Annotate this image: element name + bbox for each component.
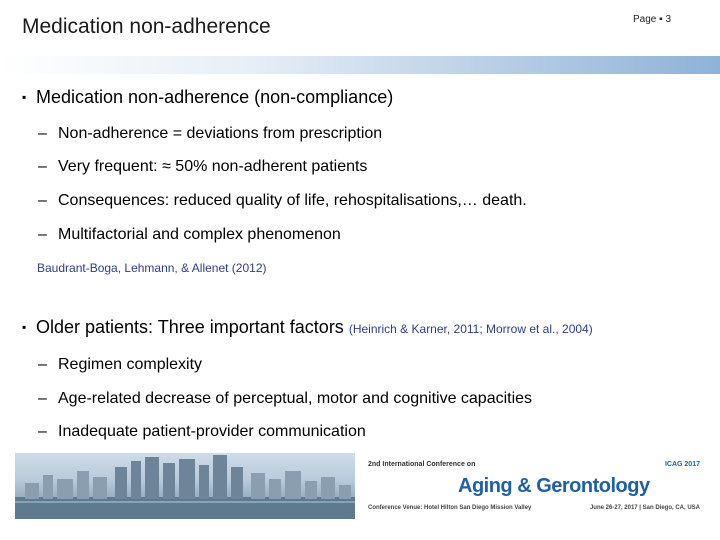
dash-icon: – <box>38 423 47 440</box>
sub-item-text: Multifactorial and complex phenomenon <box>58 226 341 243</box>
sub-item-text: Non-adherence = deviations from prescription <box>58 125 383 142</box>
sub-item <box>38 226 341 244</box>
sub-item-text: Regimen complexity <box>58 356 203 373</box>
sub-item-text: Inadequate patient-provider communication <box>58 423 366 440</box>
dash-icon: – <box>38 125 47 142</box>
dash-icon: – <box>38 226 47 243</box>
bullet-text: Older patients: Three important factors <box>36 317 344 337</box>
inline-citation: (Heinrich & Karner, 2011; Morrow et al., 2004) <box>348 322 593 336</box>
sub-item <box>38 192 527 210</box>
conference-venue: Conference Venue: Hotel Hilton San Diego Mission Valley <box>368 505 532 511</box>
sub-item-text: Age-related decrease of perceptual, motor and cognitive capacities <box>58 390 533 407</box>
dash-icon: – <box>38 390 47 407</box>
page-number: Page ▪ 3 <box>633 14 672 25</box>
bullet-section-1 <box>22 87 393 108</box>
sub-item <box>38 390 532 408</box>
sub-item <box>38 356 202 374</box>
city-skyline-icon <box>15 453 355 519</box>
sub-item-text: Very frequent: ≈ 50% non-adherent patients <box>58 158 368 175</box>
conference-dates: June 26-27, 2017 | San Diego, CA, USA <box>589 505 700 511</box>
sub-item <box>38 125 382 143</box>
conference-badge: ICAG 2017 <box>664 461 700 468</box>
dash-icon: – <box>38 356 47 373</box>
skyline-photo <box>15 453 355 519</box>
bullet-text: Medication non-adherence (non-compliance) <box>36 87 394 107</box>
conference-banner <box>360 453 710 519</box>
slide-title: Medication non-adherence <box>22 15 271 38</box>
title-gradient-bar <box>0 56 720 74</box>
sub-item <box>38 158 367 176</box>
sub-item-text: Consequences: reduced quality of life, rehospitalisations,… death. <box>58 192 527 209</box>
dash-icon: – <box>38 158 47 175</box>
conference-name: Aging & Gerontology <box>458 475 650 497</box>
dash-icon: – <box>38 192 47 209</box>
sub-item <box>38 423 366 441</box>
citation: Baudrant-Boga, Lehmann, & Allenet (2012) <box>37 261 267 275</box>
square-bullet-icon: ▪ <box>22 320 27 334</box>
conference-line: 2nd International Conference on <box>368 461 476 468</box>
square-bullet-icon: ▪ <box>22 90 27 104</box>
bullet-section-2 <box>22 317 593 338</box>
